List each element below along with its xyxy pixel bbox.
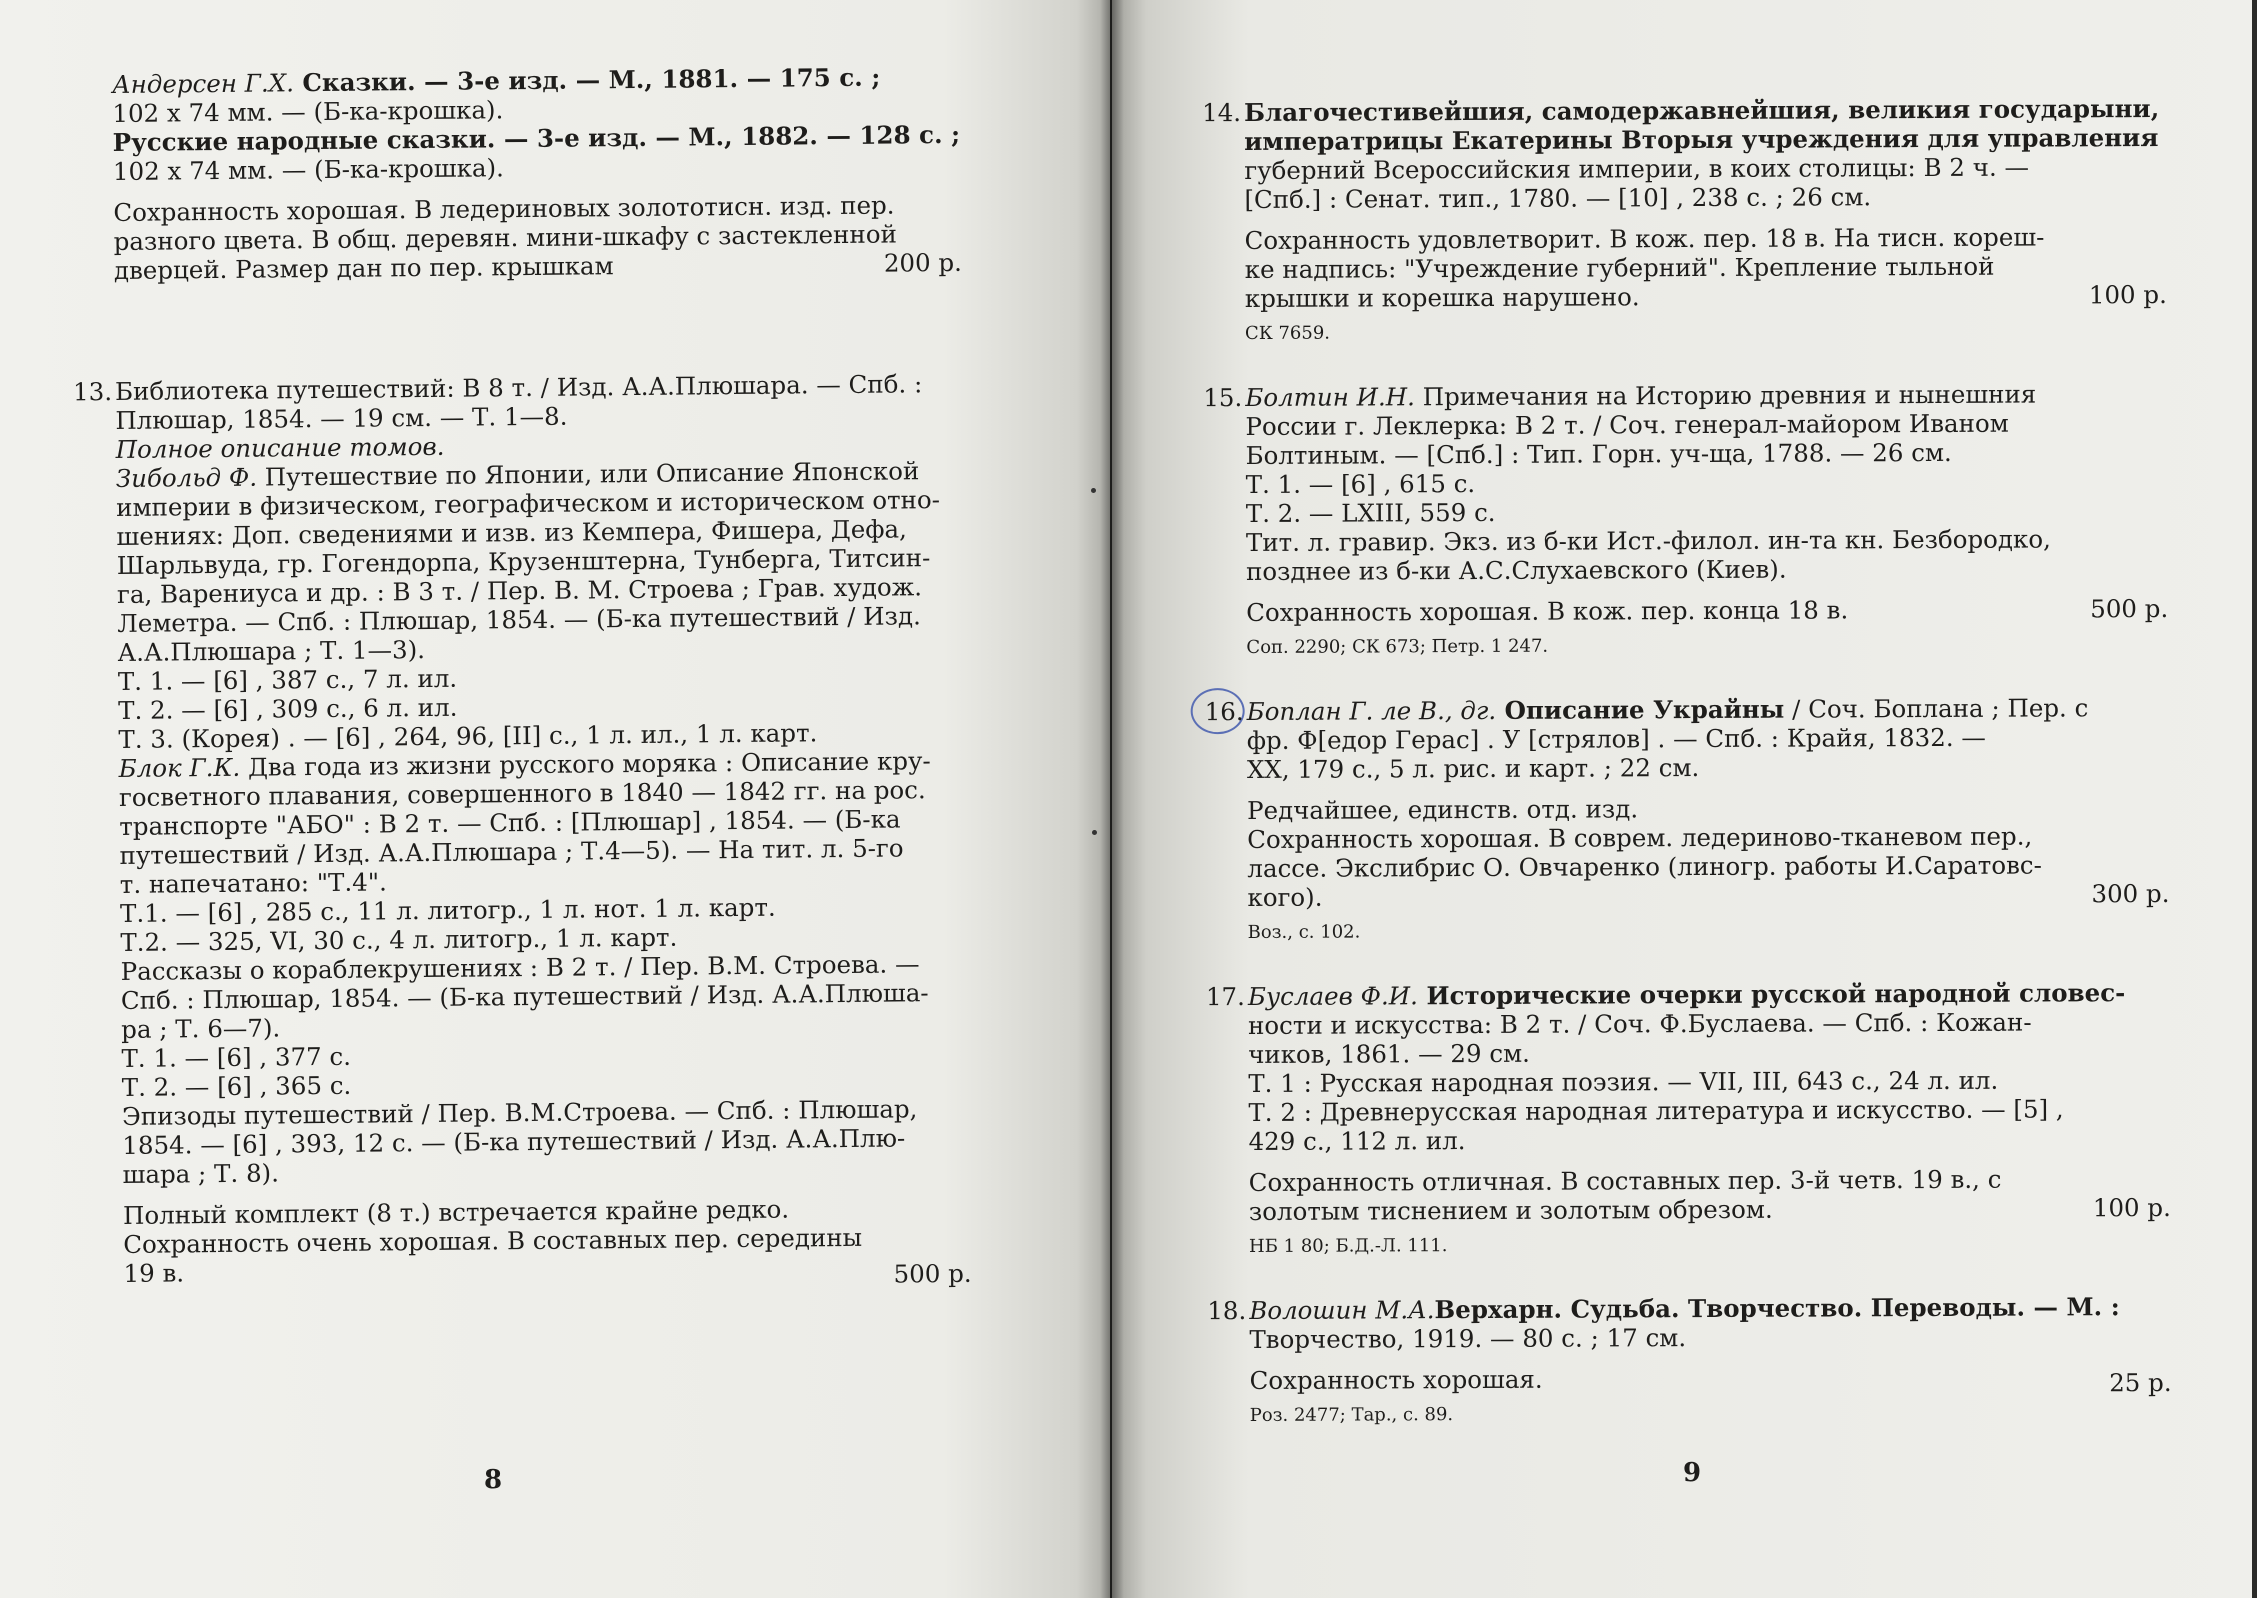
condition-line: Сохранность хорошая. В ледериновых золототисн. изд. пер. [113, 190, 895, 227]
bibliographic-reference: Роз. 2477; Тар., с. 89. [1249, 1404, 1454, 1426]
catalog-entry-13 [72, 369, 972, 1289]
entry-title: Два года из жизни русского моряка : Описание кру- [240, 746, 931, 782]
entry-note: Полное описание томов. [115, 431, 445, 464]
entry-author: Волошин М.А. [1249, 1295, 1435, 1325]
entry-author: Болтин И.Н. [1245, 382, 1415, 412]
price: 100 р. [2092, 1192, 2171, 1223]
bibliographic-reference: Соп. 2290; СК 673; Петр. 1 247. [1246, 635, 1549, 658]
entry-line: Творчество, 1919. — 80 с. ; 17 см. [1249, 1323, 1687, 1354]
condition-text: золотым тиснением и золотым обрезом. [1248, 1194, 1773, 1226]
price: 500 р. [893, 1258, 972, 1289]
catalog-entry-18 [1207, 1292, 2172, 1429]
entry-title: Благочестивейшия, самодержавнейшия, великия государыни, [1244, 94, 2160, 127]
entry-author: Зибольд Ф. [115, 462, 258, 493]
entry-line: Болтиным. — [Спб.] : Тип. Горн. уч-ща, 1788. — 26 см. [1245, 437, 1952, 470]
entry-line: позднее из б-ки А.С.Слухаевского (Киев). [1246, 554, 1787, 586]
page-number: 8 [484, 1465, 503, 1495]
condition-line: лассе. Экслибрис О. Овчаренко (линогр. работы И.Саратовс- [1247, 850, 2042, 883]
entry-line: чиков, 1861. — 29 см. [1248, 1038, 1530, 1069]
entry-number: 17. [1205, 982, 1245, 1012]
entry-line: XX, 179 с., 5 л. рис. и карт. ; 22 см. [1246, 753, 1700, 784]
gutter-mark [1091, 488, 1096, 493]
condition-text: дверцей. Размер дан по пер. крышкам [113, 251, 614, 285]
condition-text: Сохранность хорошая. [1249, 1364, 1543, 1395]
entry-line: Т. 1. — [6] , 615 с. [1245, 468, 1476, 499]
entry-author: Блок Г.К. [118, 752, 241, 783]
price: 500 р. [2090, 593, 2169, 624]
condition-line: Сохранность хорошая. В соврем. ледериново-тканевом пер., [1247, 821, 2033, 854]
entry-author: Боплан Г. ле В., дг. [1246, 695, 1497, 726]
entry-line: 1854. — [6] , 393, 12 с. — (Б-ка путешествий / Изд. А.А.Плю- [122, 1123, 906, 1160]
entry-note: Редчайшее, единств. отд. изд. [1247, 794, 1639, 825]
entry-line: [Спб.] : Сенат. тип., 1780. — [10] , 238 с. ; 26 см. [1244, 182, 1872, 214]
price: 300 р. [2091, 878, 2170, 909]
entry-line: Т.1. — [6] , 285 с., 11 л. литогр., 1 л. нот. 1 л. карт. [119, 892, 776, 928]
catalog-entry-16 [1204, 693, 2170, 946]
condition-text: кого). [1247, 882, 1323, 912]
bibliographic-reference: НБ 1 80; Б.Д.-Л. 111. [1248, 1235, 1448, 1257]
entry-line: ра ; Т. 6—7). [121, 1013, 281, 1044]
bibliographic-reference: СК 7659. [1244, 322, 1331, 344]
entry-line: Т. 1. — [6] , 387 с., 7 л. ил. [117, 663, 458, 696]
condition-line: разного цвета. В общ. деревян. мини-шкафу с застекленной [113, 219, 897, 256]
entry-line: га, Варениуса и др. : В 3 т. / Пер. В. М. Строева ; Грав. худож. [116, 572, 923, 609]
condition-line [1246, 594, 2168, 627]
entry-line [1248, 978, 2170, 1011]
entry-title: Сказки. — 3-е изд. — М., 1881. — 175 с. ; [293, 62, 881, 98]
entry-title: Исторические очерки русской народной словес- [1417, 978, 2126, 1011]
entry-line: госветного плавания, совершенного в 1840 — 1842 гг. на рос. [118, 775, 926, 812]
price: 100 р. [2088, 279, 2167, 310]
catalog-entry-15 [1203, 379, 2169, 661]
right-column [1202, 94, 2172, 1429]
condition-text: крышки и корешка нарушено. [1244, 282, 1640, 313]
entry-title: Путешествие по Японии, или Описание Японской [256, 456, 920, 492]
condition-line [1249, 1193, 2171, 1226]
entry-line: путешествий / Изд. А.А.Плюшара ; Т.4—5). — На тит. л. 5-го [119, 833, 904, 870]
entry-line: Т. 2. — [6] , 309 с., 6 л. ил. [118, 692, 458, 725]
entry-title: Описание Украйны [1496, 694, 1785, 725]
entry-line: Русские народные сказки. — 3-е изд. — М., 1882. — 128 с. ; [112, 119, 961, 157]
entry-line: Т. 3. (Корея) . — [6] , 264, 96, [II] с., 1 л. ил., 1 л. карт. [118, 718, 818, 754]
condition-text: Сохранность хорошая. В кож. пер. конца 18 в. [1246, 595, 1849, 627]
entry-line: 102 х 74 мм. — (Б-ка-крошка). [112, 95, 504, 128]
entry-line [1249, 1292, 2171, 1325]
entry-author: Буслаев Ф.И. [1247, 981, 1418, 1011]
entry-line: шара ; Т. 8). [122, 1158, 280, 1189]
entry-line: Т.2. — 325, VI, 30 с., 4 л. литогр., 1 л. карт. [120, 922, 678, 957]
condition-line [1245, 280, 2167, 313]
entry-line: ности и искусства: В 2 т. / Соч. Ф.Буслаева. — Спб. : Кожан- [1247, 1007, 2032, 1040]
entry-line: фр. Ф[едор Герас] . У [стрялов] . — Спб. : Крайя, 1832. — [1246, 722, 1986, 755]
entry-line: А.А.Плюшара ; Т. 1—3). [117, 635, 426, 667]
entry-title: императрицы Екатерины Вторыя учреждения для управления [1244, 123, 2159, 156]
entry-line: Т. 2. — LXIII, 559 с. [1245, 497, 1496, 528]
entry-line-rest: / Соч. Боплана ; Пер. с [1784, 693, 2089, 724]
entry-line: Рассказы о кораблекрушениях : В 2 т. / Пер. В.М. Строева. — [120, 949, 920, 986]
entry-line: Плюшар, 1854. — 19 см. — Т. 1—8. [115, 401, 568, 435]
bibliographic-reference: Воз., с. 102. [1247, 921, 1361, 943]
condition-line: Сохранность очень хорошая. В составных пер. середины [123, 1222, 863, 1259]
entry-line: шениях: Доп. сведениями и изв. из Кемпера, Фишера, Дефа, [116, 514, 907, 551]
entry-line: т. напечатано: "Т.4". [119, 867, 387, 899]
entry-line: 429 с., 112 л. ил. [1248, 1126, 1466, 1156]
condition-line [1247, 879, 2169, 912]
entry-line: 102 х 74 мм. — (Б-ка-крошка). [112, 153, 505, 186]
catalog-entry-14 [1202, 94, 2167, 347]
entry-line: Т. 2. — [6] , 365 с. [121, 1070, 352, 1102]
entry-line: империи в физическом, географическом и историческом отно- [116, 485, 941, 522]
catalog-entry-17 [1205, 978, 2171, 1260]
gutter-mark [1092, 830, 1097, 835]
condition-line [1249, 1362, 2172, 1398]
entry-number: 14. [1202, 98, 1242, 128]
left-column [72, 62, 972, 1289]
price: 200 р. [883, 247, 963, 278]
page-number: 9 [1683, 1458, 1702, 1488]
entry-line: России г. Леклерка: В 2 т. / Соч. генерал-майором Иваном [1245, 408, 2009, 441]
circled-entry-number: 16. [1191, 688, 1245, 734]
condition-line: Сохранность удовлетворит. В кож. пер. 18 в. На тисн. кореш- [1244, 222, 2045, 255]
entry-title: Верхарн. Судьба. Творчество. Переводы. — М. : [1434, 1292, 2120, 1325]
entry-line: транспорте "АБО" : В 2 т. — Спб. : [Плюшар] , 1854. — (Б-ка [119, 804, 901, 841]
entry-line [1245, 379, 2167, 412]
entry-number: 13. [72, 377, 113, 407]
entry-author: Андерсен Г.Х. [112, 68, 295, 99]
entry-line: Леметра. — Спб. : Плюшар, 1854. — (Б-ка путешествий / Изд. [117, 601, 921, 638]
entry-line: Спб. : Плюшар, 1854. — (Б-ка путешествий / Изд. А.А.Плюша- [120, 978, 929, 1015]
entry-line: губерний Всероссийския империи, в коих столицы: В 2 ч. — [1244, 152, 2030, 185]
entry-line: Эпизоды путешествий / Пер. В.М.Строева. — Спб. : Плюшар, [121, 1094, 918, 1131]
entry-title: Примечания на Историю древния и нынешния [1414, 379, 2037, 412]
condition-line: ке надпись: "Учреждение губерний". Крепление тыльной [1244, 251, 1995, 284]
condition-line: Сохранность отличная. В составных пер. 3-й четв. 19 в., с [1248, 1164, 2002, 1197]
entry-line [1247, 693, 2169, 726]
catalog-entry-12 [112, 62, 962, 285]
entry-line: Т. 1. — [6] , 377 с. [121, 1041, 352, 1073]
condition-text: 19 в. [123, 1258, 185, 1288]
book-gutter [1100, 0, 1124, 1598]
entry-line: Тит. л. гравир. Экз. из б-ки Ист.-филол. ин-та кн. Безбородко, [1245, 524, 2051, 557]
entry-number: 15. [1203, 383, 1243, 413]
entry-number: 18. [1207, 1296, 1247, 1326]
entry-line: Библиотека путешествий: В 8 т. / Изд. А.А.Плюшара. — Спб. : [114, 369, 923, 406]
entry-line: Шарльвуда, гр. Гогендорпа, Крузенштерна, Тунберга, Титсин- [116, 543, 931, 580]
entry-line: Т. 1 : Русская народная поэзия. — VII, III, 643 с., 24 л. ил. [1248, 1065, 1999, 1098]
price: 25 р. [2109, 1367, 2172, 1398]
entry-line: Т. 2 : Древнерусская народная литература и искусство. — [5] , [1248, 1094, 2064, 1127]
entry-note: Полный комплект (8 т.) встречается крайне редко. [122, 1194, 790, 1230]
